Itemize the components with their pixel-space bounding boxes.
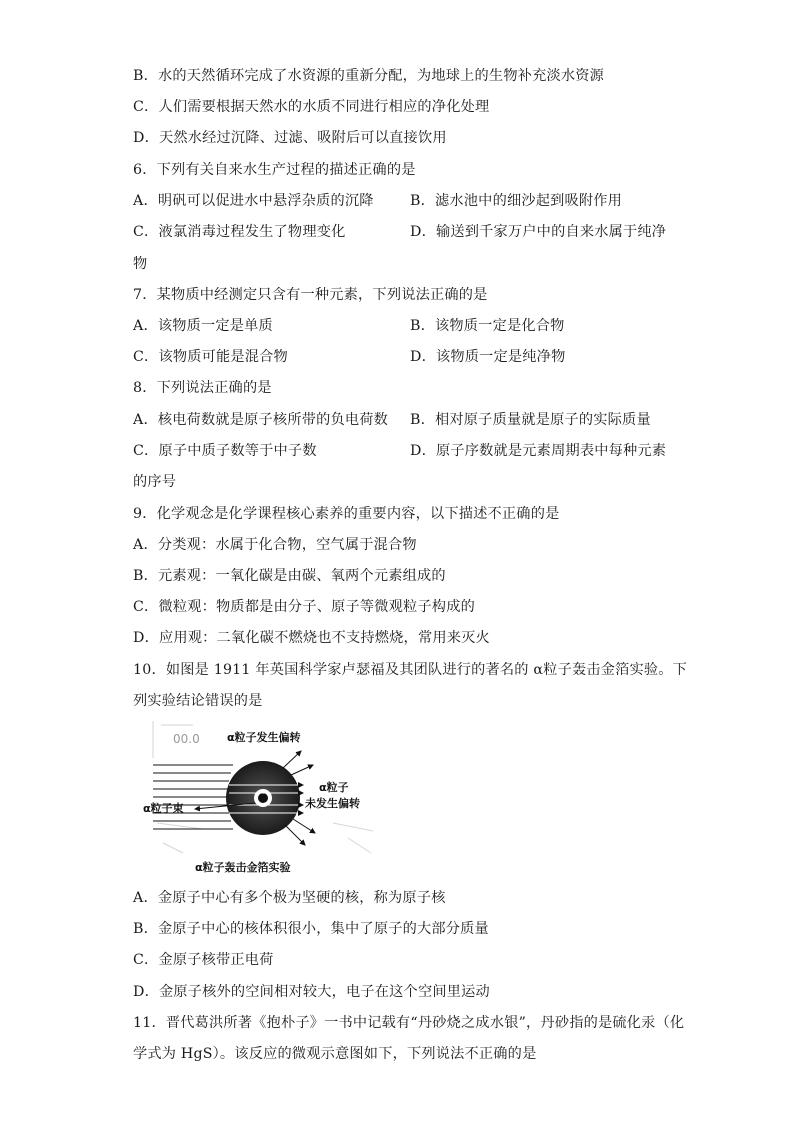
q9-stem: 9．化学观念是化学课程核心素养的重要内容，以下描述不正确的是 [133,506,560,522]
q9-option-b: B．元素观：一氧化碳是由碳、氧两个元素组成的 [133,568,446,584]
q9-option-c: C．微粒观：物质都是由分子、原子等微观粒子构成的 [133,599,475,615]
q7-option-a: A．该物质一定是单质 [133,318,273,334]
q8-stem: 8．下列说法正确的是 [133,380,272,396]
label-not-deflected: 未发生偏转 [305,797,360,810]
q8-option-d-continued: 的序号 [133,474,177,490]
q11-stem-continued: 学式为 HgS）。该反应的微观示意图如下，下列说法不正确的是 [133,1046,537,1062]
q8-option-a: A．核电荷数就是原子核所带的负电荷数 [133,412,389,428]
q5-option-d: D．天然水经过沉降、过滤、吸附后可以直接饮用 [133,130,447,146]
q8-option-d: D．原子序数就是元素周期表中每种元素 [410,443,667,459]
q6-option-d: D．输送到千家万户中的自来水属于纯净 [410,224,667,240]
q10-option-a: A．金原子中心有多个极为坚硬的核，称为原子核 [133,890,446,906]
q5-option-b: B．水的天然循环完成了水资源的重新分配，为地球上的生物补充淡水资源 [133,68,605,84]
q6-option-b: B．滤水池中的细沙起到吸附作用 [410,193,623,209]
q6-option-a: A．明矾可以促进水中悬浮杂质的沉降 [133,193,374,209]
q10-option-c: C．金原子核带正电荷 [133,952,274,968]
nucleus [258,793,268,803]
rutherford-experiment-figure [133,713,383,878]
q7-option-c: C．该物质可能是混合物 [133,349,288,365]
q7-option-d: D．该物质一定是纯净物 [410,349,566,365]
q6-stem: 6．下列有关自来水生产过程的描述正确的是 [133,162,416,178]
label-deflected: α粒子发生偏转 [227,731,301,744]
label-alpha: α粒子 [319,781,349,794]
q10-option-d: D．金原子核外的空间相对较大，电子在这个空间里运动 [133,984,490,1000]
q8-option-c: C．原子中质子数等于中子数 [133,443,317,459]
q6-option-d-continued: 物 [133,256,148,272]
alpha-scattering-diagram [133,713,383,878]
incoming-beam [153,765,233,829]
deflection-label-group [227,730,301,744]
label-alpha-beam: α粒子束 [143,802,184,815]
q9-option-d: D．应用观：二氧化碳不燃烧也不支持燃烧，常用来灭火 [133,630,490,646]
q5-option-c: C．人们需要根据天然水的水质不同进行相应的净化处理 [133,99,490,115]
figure-caption: α粒子轰击金箔实验 [195,861,291,874]
q11-stem: 11．晋代葛洪所著《抱朴子》一书中记载有“丹砂烧之成水银”，丹砂指的是硫化汞（化 [133,1015,685,1031]
q10-option-b: B．金原子中心的核体积很小，集中了原子的大部分质量 [133,921,489,937]
q8-option-b: B．相对原子质量就是原子的实际质量 [410,412,651,428]
q7-stem: 7．某物质中经测定只含有一种元素，下列说法正确的是 [133,287,488,303]
q10-stem-continued: 列实验结论错误的是 [133,693,263,709]
q7-option-b: B．该物质一定是化合物 [410,318,565,334]
q9-option-a: A．分类观：水属于化合物，空气属于混合物 [133,537,417,553]
q6-option-c: C．液氯消毒过程发生了物理变化 [133,224,346,240]
corner-faint-text: 00.0 [173,732,200,746]
q10-stem: 10．如图是 1911 年英国科学家卢瑟福及其团队进行的著名的 α粒子轰击金箔实验。下 [133,662,688,678]
